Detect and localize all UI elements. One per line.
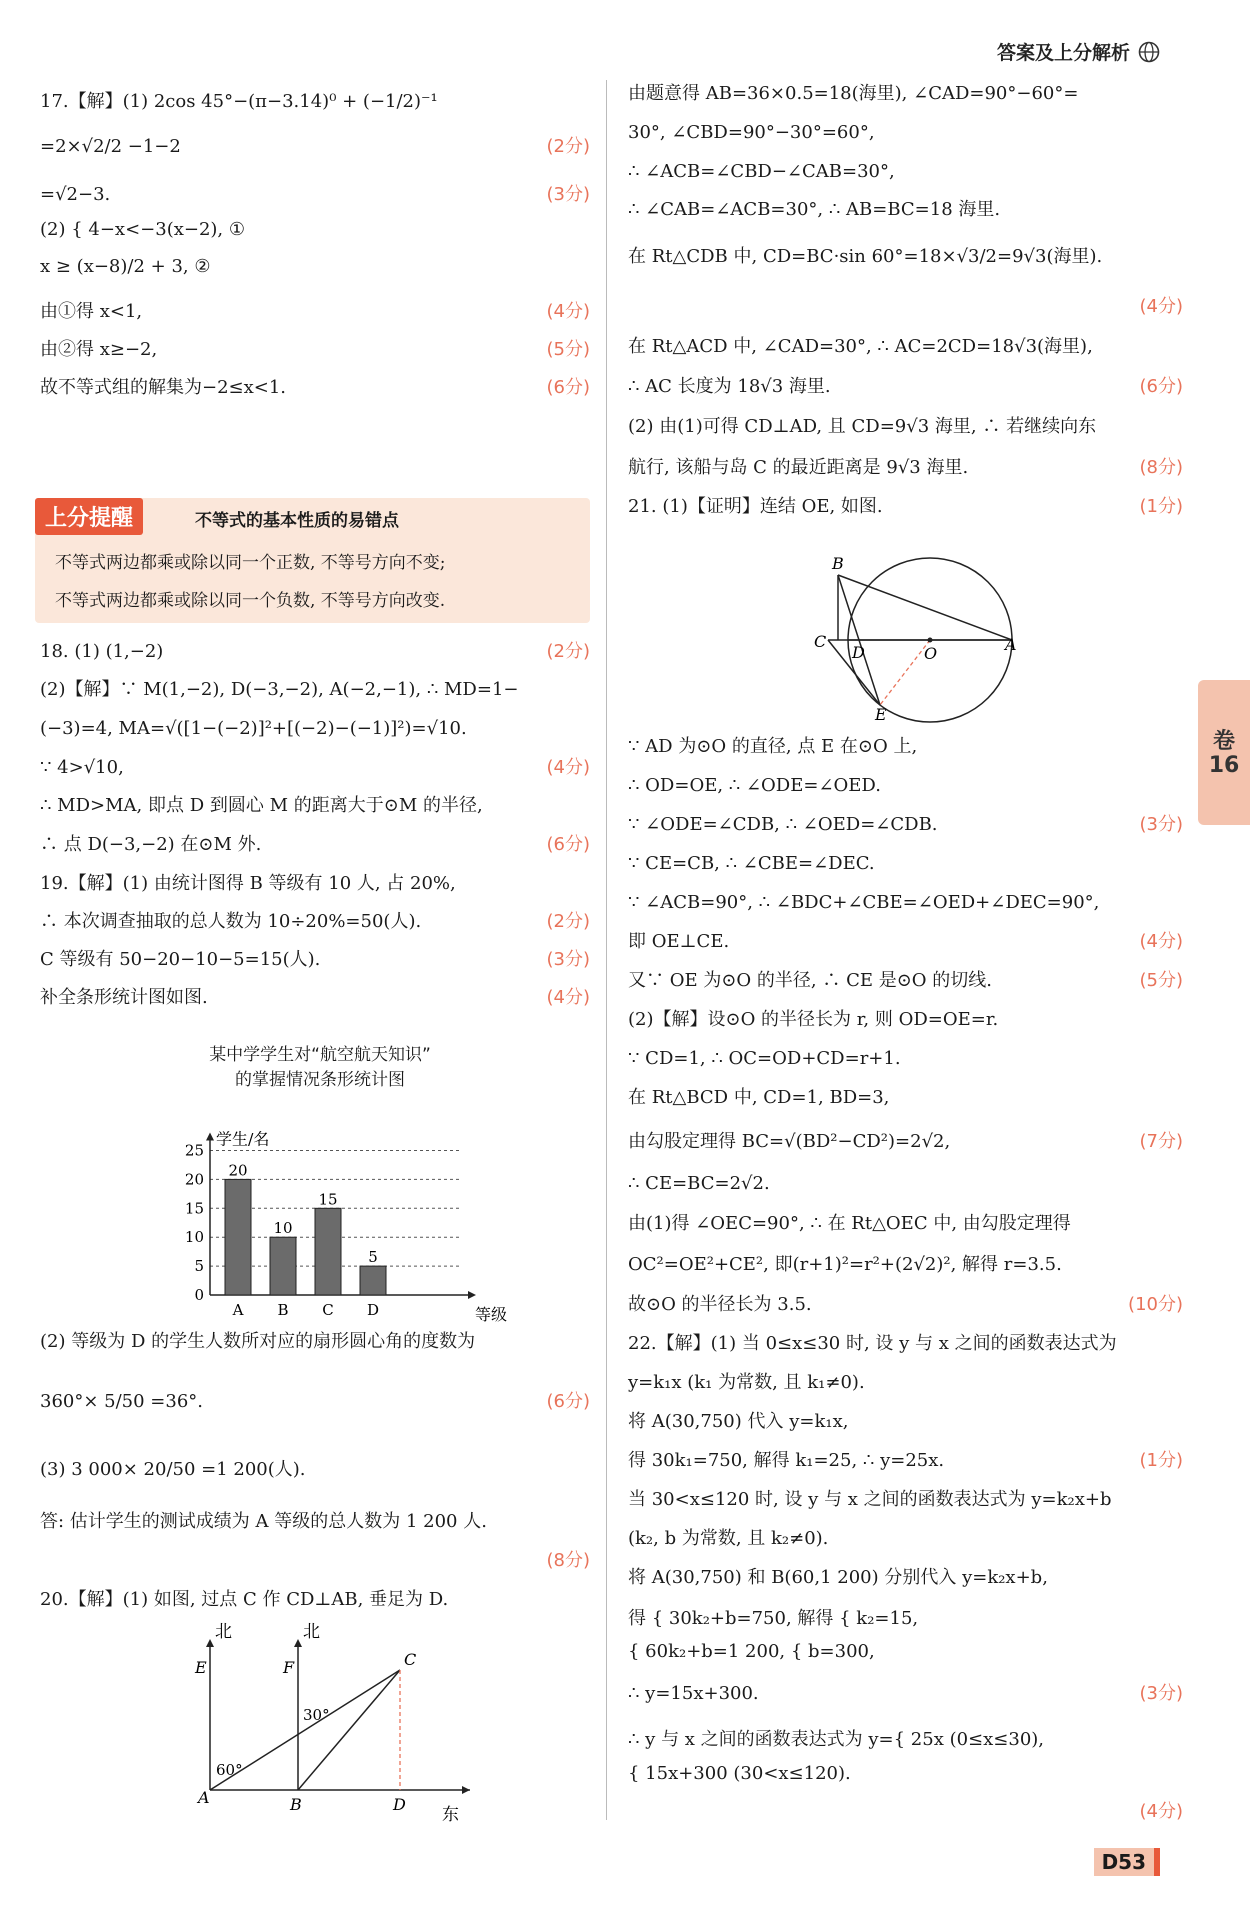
q17-line-1: =2×√2/2 −1−2 (2分) xyxy=(40,136,590,157)
bar-value-label: 15 xyxy=(318,1190,338,1209)
q19-line-2: C 等级有 50−20−10−5=15(人). (3分) xyxy=(40,949,590,970)
y-axis-arrow xyxy=(206,1133,214,1141)
q17-line-6: 由②得 x≥−2, (5分) xyxy=(40,339,590,360)
q17-line-5: 由①得 x<1, (4分) xyxy=(40,301,590,322)
q17-line-4: x ≥ (x−8)/2 + 3, ② xyxy=(40,256,211,277)
r-line-4: 在 Rt△CDB 中, CD=BC·sin 60°=18×√3/2=9√3(海里). xyxy=(628,246,1103,267)
q18-line-0: 18. (1) (1,−2) (2分) xyxy=(40,641,590,662)
r-line-11: ∵ AD 为⊙O 的直径, 点 E 在⊙O 上, xyxy=(628,736,918,757)
q17-line-2: =√2−3. (3分) xyxy=(40,184,590,205)
x-tick-label: C xyxy=(322,1301,334,1319)
q19-line-5: 360°× 5/50 =36°. (6分) xyxy=(40,1391,590,1412)
x-axis-label: 等级 xyxy=(475,1305,508,1324)
fig21-D: D xyxy=(852,643,865,662)
r-line-20: 在 Rt△BCD 中, CD=1, BD=3, xyxy=(628,1087,890,1108)
r-line-30: 当 30<x≤120 时, 设 y 与 x 之间的函数表达式为 y=k₂x+b xyxy=(628,1489,1112,1510)
r-line-36: ∴ y 与 x 之间的函数表达式为 y={ 25x (0≤x≤30), xyxy=(628,1729,1045,1750)
fig20-A: A xyxy=(198,1788,210,1807)
r-line-29: 得 30k₁=750, 解得 k₁=25, ∴ y=25x. (1分) xyxy=(628,1450,1183,1471)
r-line-19: ∵ CD=1, ∴ OC=OD+CD=r+1. xyxy=(628,1048,901,1069)
r-line-8: (2) 由(1)可得 CD⊥AD, 且 CD=9√3 海里, ∴ 若继续向东 xyxy=(628,416,1097,437)
y-axis-label: 学生/名 xyxy=(216,1129,270,1149)
fig21-A: A xyxy=(1005,635,1017,654)
bar-D xyxy=(360,1266,386,1295)
bar-A xyxy=(225,1179,251,1295)
fig21-E: E xyxy=(875,705,887,724)
fig20-F: F xyxy=(283,1658,295,1677)
fig20-east: 东 xyxy=(442,1805,459,1825)
r-line-27: y=k₁x (k₁ 为常数, 且 k₁≠0). xyxy=(628,1372,865,1393)
y-tick-label: 10 xyxy=(184,1228,204,1247)
r-line-3: ∴ ∠CAB=∠ACB=30°, ∴ AB=BC=18 海里. xyxy=(628,199,1001,220)
globe-icon xyxy=(1138,41,1160,63)
x-tick-label: A xyxy=(232,1301,244,1319)
r-line-0: 由题意得 AB=36×0.5=18(海里), ∠CAD=90°−60°= xyxy=(628,83,1079,104)
answer-page: 答案及上分解析 17.【解】(1) 2cos 45°−(π−3.14)⁰ + (−1/2)⁻¹ =2×√2/2 −1−2 (2分) =√2−3. (3分) (2) { 4−x<−3(x−2), ① x ≥ (x−8)/2 + 3, ② 由①得 x<1, (4分) 由②得 x≥−2, (5分) 故不等式组的解集为−2≤x<1. (6分) 18. (1) (1,−2) (2分) (2)【解】∵ M(1,−2), D(−3,−2), A(−2,−1), ∴ MD=1− (−3)=4, MA=√([1−(−2)]²+[(−2)−(−1)]²)=√10. ∵ 4>√10, (4分) ∴ MD>MA, 即点 D 到圆心 M 的距离大于⊙M 的半径, ∴ 点 D(−3,−2) 在⊙M 外. (6分) 19.【解】(1) 由统计图得 B 等级有 10 人, 占 20%, ∴ 本次调查抽取的总人数为 10÷20%=50(人). (2分) C 等级有 50−20−10−5=15(人). (3分) 补全条形统计图如图. (4分) (2) 等级为 D 的学生人数所对应的扇形圆心角的度数为 360°× 5/50 =36°. (6分) (3) 3 000× 20/50 =1 200(人). 答: 估计学生的测试成绩为 A 等级的总人数为 1 200 人. (8分) 20.【解】(1) 如图, 过点 C 作 CD⊥AB, 垂足为 D. 上分提醒 不等式的基本性质的易错点 不等式两边都乘或除以同一个正数, 不等号方向不变; 不等式两边都乘或除以同一个负数, 不等号方向改变. 某中学学生对“航空航天知识” 的掌握情况条形统计图 0 5 10 15 20 25 学生/名 等级 20 A 10 B 15 C 5 D 北 北 东 A B C D E F 60° 30° 由题意得 AB=36×0.5=18(海里), ∠CAD=90°−60°= 30°, ∠CBD=90°−30°=60°, ∴ ∠ACB=∠CBD−∠CAB=30°, ∴ ∠CAB=∠ACB=30°, ∴ AB=BC=18 海里. 在 Rt△CDB 中, CD=BC·sin 60°=18×√3/2=9√3(海里). (4分) 在 Rt△ACD 中, ∠CAD=30°, ∴ AC=2CD=18√3(海里), ∴ AC 长度为 18√3 海里. (6分) (2) 由(1)可得 CD⊥AD, 且 CD=9√3 海里, ∴ 若继续向东 航行, 该船与岛 C 的最近距离是 9√3 海里. (8分) 21. (1)【证明】连结 OE, 如图. (1分) ∵ AD 为⊙O 的直径, 点 E 在⊙O 上, ∴ OD=OE, ∴ ∠ODE=∠OED. ∵ ∠ODE=∠CDB, ∴ ∠OED=∠CDB. (3分) ∵ CE=CB, ∴ ∠CBE=∠DEC. ∵ ∠ACB=90°, ∴ ∠BDC+∠CBE=∠OED+∠DEC=90°, 即 OE⊥CE. (4分) 又∵ OE 为⊙O 的半径, ∴ CE 是⊙O 的切线. (5分) (2)【解】设⊙O 的半径长为 r, 则 OD=OE=r. ∵ CD=1, ∴ OC=OD+CD=r+1. 在 Rt△BCD 中, CD=1, BD=3, 由勾股定理得 BC=√(BD²−CD²)=2√2, (7分) ∴ CE=BC=2√2. 由(1)得 ∠OEC=90°, ∴ 在 Rt△OEC 中, 由勾股定理得 OC²=OE²+CE², 即(r+1)²=r²+(2√2)², 解得 r=3.5. 故⊙O 的半径长为 3.5. (10分) 22.【解】(1) 当 0≤x≤30 时, 设 y 与 x 之间的函数表达式为 y=k₁x (k₁ 为常数, 且 k₁≠0). 将 A(30,750) 代入 y=k₁x, 得 30k₁=750, 解得 k₁=25, ∴ y=25x. (1分) 当 30<x≤120 时, 设 y 与 x 之间的函数表达式为 y=k₂x+b (k₂, b 为常数, 且 k₂≠0). 将 A(30,750) 和 B(60,1 200) 分别代入 y=k₂x+b, 得 { 30k₂+b=750, 解得 { k₂=15, { 60k₂+b=1 200, { b=300, ∴ y=15x+300. (3分) ∴ y 与 x 之间的函数表达式为 y={ 25x (0≤x≤30), { 15x+300 (30<x≤120). (4分) B C D O A E 卷 16 D53 xyxy=(0,0,1250,1925)
q19-line-4: (2) 等级为 D 的学生人数所对应的扇形圆心角的度数为 xyxy=(40,1331,476,1352)
r-line-15: ∵ ∠ACB=90°, ∴ ∠BDC+∠CBE=∠OED+∠DEC=90°, xyxy=(628,892,1100,913)
r-line-1: 30°, ∠CBD=90°−30°=60°, xyxy=(628,122,875,143)
q18-line-2: (−3)=4, MA=√([1−(−2)]²+[(−2)−(−1)]²)=√10. xyxy=(40,718,467,739)
page-number: D53 xyxy=(1094,1848,1160,1876)
r-line-7: ∴ AC 长度为 18√3 海里. (6分) xyxy=(628,376,1183,397)
q19-line-0: 19.【解】(1) 由统计图得 B 等级有 10 人, 占 20%, xyxy=(40,873,456,894)
y-tick-label: 5 xyxy=(194,1257,204,1276)
r-line-2: ∴ ∠ACB=∠CBD−∠CAB=30°, xyxy=(628,161,895,182)
r-line-16: 即 OE⊥CE. (4分) xyxy=(628,931,1183,952)
bar-value-label: 20 xyxy=(228,1161,248,1180)
q18-line-1: (2)【解】∵ M(1,−2), D(−3,−2), A(−2,−1), ∴ MD=1− xyxy=(40,679,519,700)
x-tick-label: B xyxy=(277,1301,289,1319)
r-line-35: ∴ y=15x+300. (3分) xyxy=(628,1683,1183,1704)
r-line-6: 在 Rt△ACD 中, ∠CAD=30°, ∴ AC=2CD=18√3(海里), xyxy=(628,336,1093,357)
bar-chart xyxy=(180,1100,508,1324)
r-line-37: { 15x+300 (30<x≤120). xyxy=(628,1763,851,1784)
q17-line-7: 故不等式组的解集为−2≤x<1. (6分) xyxy=(40,377,590,398)
q18-line-5: ∴ 点 D(−3,−2) 在⊙M 外. (6分) xyxy=(40,834,590,855)
r-line-9: 航行, 该船与岛 C 的最近距离是 9√3 海里. (8分) xyxy=(628,457,1183,478)
volume-tab: 卷 16 xyxy=(1198,680,1250,825)
x-tick-label: D xyxy=(366,1301,380,1319)
fig20-angle-30: 30° xyxy=(303,1706,330,1724)
r-line-25: 故⊙O 的半径长为 3.5. (10分) xyxy=(628,1294,1183,1315)
tip-title: 不等式的基本性质的易错点 xyxy=(195,511,399,531)
figure-20-diagram xyxy=(190,1622,480,1825)
fig21-B: B xyxy=(832,554,844,573)
bar-value-label: 5 xyxy=(368,1248,378,1267)
fig20-angle-60: 60° xyxy=(216,1761,243,1779)
fig20-E: E xyxy=(195,1658,207,1677)
r-line-34: { 60k₂+b=1 200, { b=300, xyxy=(628,1641,875,1662)
q17-line-0: 17.【解】(1) 2cos 45°−(π−3.14)⁰ + (−1/2)⁻¹ xyxy=(40,91,438,112)
fig20-B: B xyxy=(290,1795,302,1814)
x-axis-arrow xyxy=(468,1291,476,1299)
tip-box xyxy=(35,498,590,623)
fig20-C: C xyxy=(404,1650,417,1669)
r-line-33: 得 { 30k₂+b=750, 解得 { k₂=15, xyxy=(628,1608,919,1629)
bar-value-label: 10 xyxy=(273,1219,293,1238)
r-line-26: 22.【解】(1) 当 0≤x≤30 时, 设 y 与 x 之间的函数表达式为 xyxy=(628,1333,1117,1354)
r-line-28: 将 A(30,750) 代入 y=k₁x, xyxy=(628,1411,849,1432)
q18-line-3: ∵ 4>√10, (4分) xyxy=(40,757,590,778)
r-line-22: ∴ CE=BC=2√2. xyxy=(628,1173,770,1194)
y-tick-label: 20 xyxy=(184,1170,204,1189)
q20-line-0: 20.【解】(1) 如图, 过点 C 作 CD⊥AB, 垂足为 D. xyxy=(40,1589,449,1610)
tip-line-2: 不等式两边都乘或除以同一个负数, 不等号方向改变. xyxy=(55,591,446,611)
header-title: 答案及上分解析 xyxy=(996,42,1130,64)
fig20-north-1: 北 xyxy=(215,1622,232,1642)
y-tick-label: 15 xyxy=(184,1199,204,1218)
bar-B xyxy=(270,1237,296,1295)
q18-line-4: ∴ MD>MA, 即点 D 到圆心 M 的距离大于⊙M 的半径, xyxy=(40,795,483,816)
page-header xyxy=(997,38,1160,65)
bar-C xyxy=(315,1208,341,1295)
fig20-north-2: 北 xyxy=(303,1622,320,1642)
fig21-O: O xyxy=(924,644,938,663)
q19-line-3: 补全条形统计图如图. (4分) xyxy=(40,987,590,1008)
y-tick-label: 25 xyxy=(184,1141,204,1160)
r-line-21: 由勾股定理得 BC=√(BD²−CD²)=2√2, (7分) xyxy=(628,1131,1183,1152)
chart-title: 某中学学生对“航空航天知识” 的掌握情况条形统计图 xyxy=(209,1045,431,1090)
q17-line-3: (2) { 4−x<−3(x−2), ① xyxy=(40,219,246,240)
r-line-23: 由(1)得 ∠OEC=90°, ∴ 在 Rt△OEC 中, 由勾股定理得 xyxy=(628,1213,1071,1234)
r-line-32: 将 A(30,750) 和 B(60,1 200) 分别代入 y=k₂x+b, xyxy=(628,1567,1048,1588)
r-line-13: ∵ ∠ODE=∠CDB, ∴ ∠OED=∠CDB. (3分) xyxy=(628,814,1183,835)
r-line-10: 21. (1)【证明】连结 OE, 如图. (1分) xyxy=(628,496,1183,517)
r-line-18: (2)【解】设⊙O 的半径长为 r, 则 OD=OE=r. xyxy=(628,1009,999,1030)
q19-line-1: ∴ 本次调查抽取的总人数为 10÷20%=50(人). (2分) xyxy=(40,911,590,932)
y-tick-label: 0 xyxy=(194,1286,204,1304)
r-line-17: 又∵ OE 为⊙O 的半径, ∴ CE 是⊙O 的切线. (5分) xyxy=(628,970,1183,991)
fig21-C: C xyxy=(814,632,827,651)
fig20-D: D xyxy=(393,1795,406,1814)
tip-line-1: 不等式两边都乘或除以同一个正数, 不等号方向不变; xyxy=(55,553,446,573)
r-line-12: ∴ OD=OE, ∴ ∠ODE=∠OED. xyxy=(628,775,881,796)
column-divider xyxy=(606,80,607,1820)
r-line-31: (k₂, b 为常数, 且 k₂≠0). xyxy=(628,1528,829,1549)
figure-21-diagram xyxy=(814,554,1020,724)
tip-badge: 上分提醒 xyxy=(35,498,143,535)
q19-line-6: (3) 3 000× 20/50 =1 200(人). xyxy=(40,1459,306,1480)
r-line-24: OC²=OE²+CE², 即(r+1)²=r²+(2√2)², 解得 r=3.5. xyxy=(628,1254,1062,1275)
r-line-14: ∵ CE=CB, ∴ ∠CBE=∠DEC. xyxy=(628,853,875,874)
q19-line-7: 答: 估计学生的测试成绩为 A 等级的总人数为 1 200 人. xyxy=(40,1511,487,1532)
